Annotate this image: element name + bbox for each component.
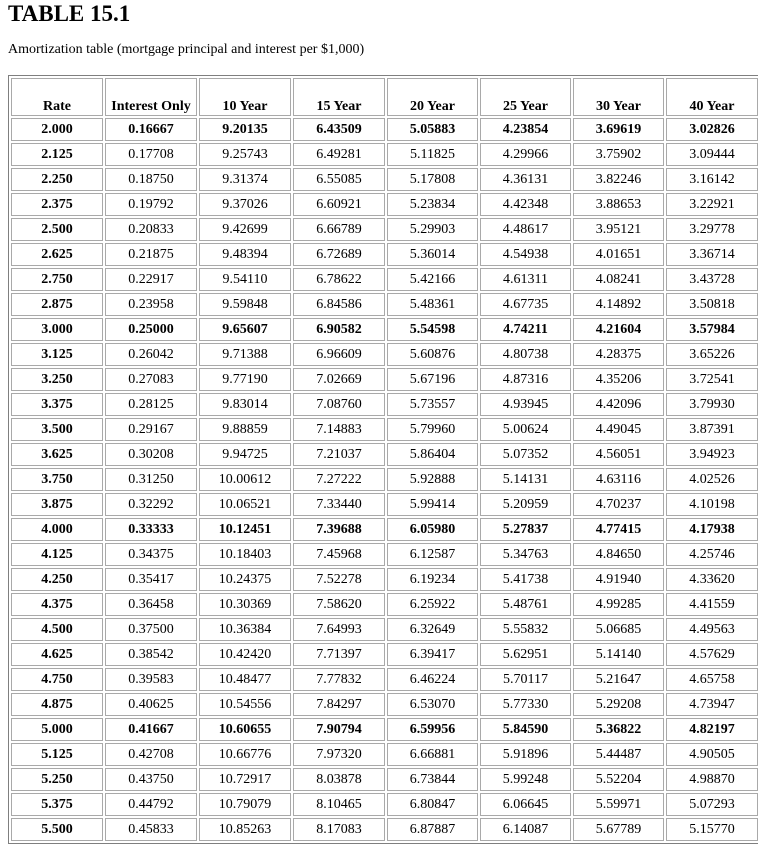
table-cell: 4.28375 bbox=[573, 343, 664, 366]
table-cell: 6.60921 bbox=[293, 193, 385, 216]
table-row bbox=[11, 293, 758, 316]
table-row bbox=[11, 118, 758, 141]
table-cell: 3.36714 bbox=[666, 243, 758, 266]
table-cell: 0.30208 bbox=[105, 443, 197, 466]
table-cell: 5.05883 bbox=[387, 118, 478, 141]
table-cell: 5.14131 bbox=[480, 468, 571, 491]
column-header: 30 Year bbox=[573, 78, 664, 116]
table-cell: 0.22917 bbox=[105, 268, 197, 291]
table-cell: 9.59848 bbox=[199, 293, 291, 316]
table-cell: 0.44792 bbox=[105, 793, 197, 816]
table-cell: 6.66881 bbox=[387, 743, 478, 766]
table-cell: 5.92888 bbox=[387, 468, 478, 491]
table-cell: 3.87391 bbox=[666, 418, 758, 441]
table-cell: 7.64993 bbox=[293, 618, 385, 641]
table-row bbox=[11, 693, 758, 716]
table-cell: 6.14087 bbox=[480, 818, 571, 841]
table-caption: Amortization table (mortgage principal and interest per $1,000) bbox=[8, 42, 365, 57]
table-cell: 3.69619 bbox=[573, 118, 664, 141]
table-cell: 5.34763 bbox=[480, 543, 571, 566]
table-cell: 4.48617 bbox=[480, 218, 571, 241]
table-cell: 0.18750 bbox=[105, 168, 197, 191]
table-cell: 4.49045 bbox=[573, 418, 664, 441]
amortization-table-container bbox=[8, 75, 758, 844]
table-cell: 9.25743 bbox=[199, 143, 291, 166]
table-cell: 5.84590 bbox=[480, 718, 571, 741]
table-cell: 0.39583 bbox=[105, 668, 197, 691]
table-cell: 3.88653 bbox=[573, 193, 664, 216]
table-row bbox=[11, 493, 758, 516]
table-cell: 5.99414 bbox=[387, 493, 478, 516]
table-row bbox=[11, 718, 758, 741]
table-cell: 7.27222 bbox=[293, 468, 385, 491]
table-cell: 5.07293 bbox=[666, 793, 758, 816]
table-cell: 4.93945 bbox=[480, 393, 571, 416]
table-cell: 5.11825 bbox=[387, 143, 478, 166]
table-cell: 0.36458 bbox=[105, 593, 197, 616]
table-cell: 7.58620 bbox=[293, 593, 385, 616]
table-cell: 5.14140 bbox=[573, 643, 664, 666]
rate-cell: 2.625 bbox=[11, 243, 103, 266]
table-cell: 6.80847 bbox=[387, 793, 478, 816]
table-cell: 4.82197 bbox=[666, 718, 758, 741]
table-cell: 5.73557 bbox=[387, 393, 478, 416]
table-cell: 4.91940 bbox=[573, 568, 664, 591]
table-cell: 5.48361 bbox=[387, 293, 478, 316]
table-row bbox=[11, 243, 758, 266]
rate-cell: 2.375 bbox=[11, 193, 103, 216]
table-cell: 5.21647 bbox=[573, 668, 664, 691]
table-cell: 10.54556 bbox=[199, 693, 291, 716]
table-row bbox=[11, 593, 758, 616]
table-cell: 6.46224 bbox=[387, 668, 478, 691]
table-cell: 4.98870 bbox=[666, 768, 758, 791]
table-cell: 5.60876 bbox=[387, 343, 478, 366]
rate-cell: 5.500 bbox=[11, 818, 103, 841]
table-cell: 5.79960 bbox=[387, 418, 478, 441]
column-header: 10 Year bbox=[199, 78, 291, 116]
table-cell: 4.41559 bbox=[666, 593, 758, 616]
column-header: Rate bbox=[11, 78, 103, 116]
rate-cell: 4.750 bbox=[11, 668, 103, 691]
table-cell: 0.23958 bbox=[105, 293, 197, 316]
table-cell: 6.87887 bbox=[387, 818, 478, 841]
table-cell: 4.25746 bbox=[666, 543, 758, 566]
rate-cell: 3.250 bbox=[11, 368, 103, 391]
table-cell: 4.65758 bbox=[666, 668, 758, 691]
table-cell: 6.06645 bbox=[480, 793, 571, 816]
table-cell: 5.29208 bbox=[573, 693, 664, 716]
table-row bbox=[11, 793, 758, 816]
table-cell: 5.23834 bbox=[387, 193, 478, 216]
table-cell: 9.65607 bbox=[199, 318, 291, 341]
table-cell: 5.86404 bbox=[387, 443, 478, 466]
table-row bbox=[11, 768, 758, 791]
table-cell: 8.17083 bbox=[293, 818, 385, 841]
table-cell: 7.21037 bbox=[293, 443, 385, 466]
table-cell: 4.02526 bbox=[666, 468, 758, 491]
table-cell: 10.18403 bbox=[199, 543, 291, 566]
table-cell: 5.44487 bbox=[573, 743, 664, 766]
table-cell: 9.20135 bbox=[199, 118, 291, 141]
table-header-row bbox=[11, 78, 758, 116]
table-cell: 10.06521 bbox=[199, 493, 291, 516]
table-cell: 10.85263 bbox=[199, 818, 291, 841]
table-cell: 0.17708 bbox=[105, 143, 197, 166]
table-cell: 5.54598 bbox=[387, 318, 478, 341]
column-header: 20 Year bbox=[387, 78, 478, 116]
rate-cell: 3.875 bbox=[11, 493, 103, 516]
column-header: 40 Year bbox=[666, 78, 758, 116]
table-cell: 3.02826 bbox=[666, 118, 758, 141]
table-cell: 3.22921 bbox=[666, 193, 758, 216]
table-cell: 5.99248 bbox=[480, 768, 571, 791]
table-cell: 0.43750 bbox=[105, 768, 197, 791]
table-cell: 9.88859 bbox=[199, 418, 291, 441]
table-cell: 0.29167 bbox=[105, 418, 197, 441]
rate-cell: 3.000 bbox=[11, 318, 103, 341]
amortization-table bbox=[8, 75, 758, 844]
table-cell: 6.19234 bbox=[387, 568, 478, 591]
table-cell: 5.29903 bbox=[387, 218, 478, 241]
table-cell: 4.49563 bbox=[666, 618, 758, 641]
table-cell: 8.03878 bbox=[293, 768, 385, 791]
table-cell: 4.56051 bbox=[573, 443, 664, 466]
table-row bbox=[11, 818, 758, 841]
table-cell: 4.80738 bbox=[480, 343, 571, 366]
table-cell: 5.15770 bbox=[666, 818, 758, 841]
table-cell: 6.49281 bbox=[293, 143, 385, 166]
table-cell: 0.33333 bbox=[105, 518, 197, 541]
table-cell: 10.42420 bbox=[199, 643, 291, 666]
rate-cell: 3.750 bbox=[11, 468, 103, 491]
rate-cell: 5.375 bbox=[11, 793, 103, 816]
table-row bbox=[11, 568, 758, 591]
table-cell: 10.36384 bbox=[199, 618, 291, 641]
rate-cell: 4.250 bbox=[11, 568, 103, 591]
table-cell: 4.77415 bbox=[573, 518, 664, 541]
table-cell: 7.08760 bbox=[293, 393, 385, 416]
table-cell: 4.74211 bbox=[480, 318, 571, 341]
table-cell: 3.94923 bbox=[666, 443, 758, 466]
table-cell: 9.83014 bbox=[199, 393, 291, 416]
table-cell: 9.42699 bbox=[199, 218, 291, 241]
table-cell: 4.23854 bbox=[480, 118, 571, 141]
table-cell: 3.72541 bbox=[666, 368, 758, 391]
rate-cell: 5.250 bbox=[11, 768, 103, 791]
table-cell: 10.12451 bbox=[199, 518, 291, 541]
table-cell: 4.63116 bbox=[573, 468, 664, 491]
table-cell: 10.00612 bbox=[199, 468, 291, 491]
table-cell: 7.45968 bbox=[293, 543, 385, 566]
table-cell: 0.31250 bbox=[105, 468, 197, 491]
table-cell: 9.71388 bbox=[199, 343, 291, 366]
rate-cell: 2.250 bbox=[11, 168, 103, 191]
table-cell: 4.67735 bbox=[480, 293, 571, 316]
table-cell: 10.24375 bbox=[199, 568, 291, 591]
table-cell: 6.12587 bbox=[387, 543, 478, 566]
table-row bbox=[11, 443, 758, 466]
table-cell: 3.79930 bbox=[666, 393, 758, 416]
table-cell: 4.61311 bbox=[480, 268, 571, 291]
table-cell: 5.48761 bbox=[480, 593, 571, 616]
table-row bbox=[11, 518, 758, 541]
table-cell: 6.73844 bbox=[387, 768, 478, 791]
table-cell: 0.20833 bbox=[105, 218, 197, 241]
table-cell: 3.95121 bbox=[573, 218, 664, 241]
table-cell: 5.06685 bbox=[573, 618, 664, 641]
table-cell: 10.66776 bbox=[199, 743, 291, 766]
table-cell: 5.77330 bbox=[480, 693, 571, 716]
table-cell: 5.42166 bbox=[387, 268, 478, 291]
table-cell: 6.39417 bbox=[387, 643, 478, 666]
table-cell: 4.29966 bbox=[480, 143, 571, 166]
table-cell: 3.29778 bbox=[666, 218, 758, 241]
table-cell: 0.41667 bbox=[105, 718, 197, 741]
table-cell: 4.14892 bbox=[573, 293, 664, 316]
table-cell: 3.82246 bbox=[573, 168, 664, 191]
table-cell: 6.05980 bbox=[387, 518, 478, 541]
column-header: Interest Only bbox=[105, 78, 197, 116]
rate-cell: 4.625 bbox=[11, 643, 103, 666]
table-cell: 5.59971 bbox=[573, 793, 664, 816]
table-cell: 10.30369 bbox=[199, 593, 291, 616]
table-cell: 5.36014 bbox=[387, 243, 478, 266]
table-cell: 4.73947 bbox=[666, 693, 758, 716]
table-row bbox=[11, 468, 758, 491]
table-cell: 5.00624 bbox=[480, 418, 571, 441]
table-cell: 4.99285 bbox=[573, 593, 664, 616]
table-cell: 10.60655 bbox=[199, 718, 291, 741]
table-cell: 0.38542 bbox=[105, 643, 197, 666]
table-cell: 10.72917 bbox=[199, 768, 291, 791]
table-cell: 7.52278 bbox=[293, 568, 385, 591]
table-row bbox=[11, 218, 758, 241]
table-cell: 0.45833 bbox=[105, 818, 197, 841]
table-cell: 0.37500 bbox=[105, 618, 197, 641]
table-row bbox=[11, 318, 758, 341]
rate-cell: 4.375 bbox=[11, 593, 103, 616]
table-cell: 5.67789 bbox=[573, 818, 664, 841]
table-cell: 7.84297 bbox=[293, 693, 385, 716]
table-cell: 7.77832 bbox=[293, 668, 385, 691]
table-row bbox=[11, 168, 758, 191]
table-cell: 3.09444 bbox=[666, 143, 758, 166]
table-row bbox=[11, 643, 758, 666]
table-row bbox=[11, 343, 758, 366]
table-row bbox=[11, 668, 758, 691]
table-cell: 9.77190 bbox=[199, 368, 291, 391]
table-cell: 0.19792 bbox=[105, 193, 197, 216]
table-cell: 5.62951 bbox=[480, 643, 571, 666]
table-cell: 4.35206 bbox=[573, 368, 664, 391]
rate-cell: 2.000 bbox=[11, 118, 103, 141]
table-cell: 3.16142 bbox=[666, 168, 758, 191]
table-cell: 3.57984 bbox=[666, 318, 758, 341]
table-cell: 6.72689 bbox=[293, 243, 385, 266]
table-cell: 4.17938 bbox=[666, 518, 758, 541]
table-cell: 0.35417 bbox=[105, 568, 197, 591]
table-cell: 3.65226 bbox=[666, 343, 758, 366]
table-row bbox=[11, 193, 758, 216]
table-cell: 5.07352 bbox=[480, 443, 571, 466]
table-row bbox=[11, 393, 758, 416]
table-cell: 3.50818 bbox=[666, 293, 758, 316]
column-header: 15 Year bbox=[293, 78, 385, 116]
table-cell: 4.33620 bbox=[666, 568, 758, 591]
table-cell: 6.55085 bbox=[293, 168, 385, 191]
rate-cell: 3.625 bbox=[11, 443, 103, 466]
rate-cell: 4.000 bbox=[11, 518, 103, 541]
table-cell: 5.67196 bbox=[387, 368, 478, 391]
table-cell: 5.17808 bbox=[387, 168, 478, 191]
table-cell: 4.54938 bbox=[480, 243, 571, 266]
table-cell: 7.90794 bbox=[293, 718, 385, 741]
table-cell: 0.21875 bbox=[105, 243, 197, 266]
table-cell: 5.55832 bbox=[480, 618, 571, 641]
table-cell: 6.66789 bbox=[293, 218, 385, 241]
table-cell: 6.43509 bbox=[293, 118, 385, 141]
table-cell: 0.32292 bbox=[105, 493, 197, 516]
table-cell: 5.41738 bbox=[480, 568, 571, 591]
table-cell: 6.84586 bbox=[293, 293, 385, 316]
rate-cell: 2.125 bbox=[11, 143, 103, 166]
table-cell: 4.42348 bbox=[480, 193, 571, 216]
table-cell: 4.84650 bbox=[573, 543, 664, 566]
table-cell: 0.42708 bbox=[105, 743, 197, 766]
table-cell: 5.70117 bbox=[480, 668, 571, 691]
table-cell: 5.20959 bbox=[480, 493, 571, 516]
table-cell: 6.32649 bbox=[387, 618, 478, 641]
table-cell: 7.97320 bbox=[293, 743, 385, 766]
table-title: TABLE 15.1 bbox=[8, 1, 131, 26]
table-cell: 7.14883 bbox=[293, 418, 385, 441]
table-cell: 7.33440 bbox=[293, 493, 385, 516]
table-cell: 8.10465 bbox=[293, 793, 385, 816]
rate-cell: 5.125 bbox=[11, 743, 103, 766]
table-cell: 4.87316 bbox=[480, 368, 571, 391]
table-row bbox=[11, 618, 758, 641]
table-cell: 4.21604 bbox=[573, 318, 664, 341]
table-cell: 4.36131 bbox=[480, 168, 571, 191]
table-row bbox=[11, 418, 758, 441]
table-row bbox=[11, 268, 758, 291]
table-cell: 10.79079 bbox=[199, 793, 291, 816]
table-cell: 5.91896 bbox=[480, 743, 571, 766]
table-cell: 4.70237 bbox=[573, 493, 664, 516]
table-cell: 3.75902 bbox=[573, 143, 664, 166]
table-cell: 6.53070 bbox=[387, 693, 478, 716]
table-cell: 4.90505 bbox=[666, 743, 758, 766]
table-cell: 9.48394 bbox=[199, 243, 291, 266]
table-cell: 4.08241 bbox=[573, 268, 664, 291]
table-cell: 0.40625 bbox=[105, 693, 197, 716]
table-cell: 5.36822 bbox=[573, 718, 664, 741]
table-cell: 0.26042 bbox=[105, 343, 197, 366]
table-row bbox=[11, 368, 758, 391]
table-cell: 9.54110 bbox=[199, 268, 291, 291]
rate-cell: 4.125 bbox=[11, 543, 103, 566]
table-cell: 7.02669 bbox=[293, 368, 385, 391]
table-row bbox=[11, 143, 758, 166]
rate-cell: 4.500 bbox=[11, 618, 103, 641]
rate-cell: 5.000 bbox=[11, 718, 103, 741]
table-cell: 7.71397 bbox=[293, 643, 385, 666]
column-header: 25 Year bbox=[480, 78, 571, 116]
rate-cell: 2.875 bbox=[11, 293, 103, 316]
rate-cell: 4.875 bbox=[11, 693, 103, 716]
table-cell: 3.43728 bbox=[666, 268, 758, 291]
table-row bbox=[11, 543, 758, 566]
table-cell: 10.48477 bbox=[199, 668, 291, 691]
table-cell: 0.34375 bbox=[105, 543, 197, 566]
table-cell: 0.28125 bbox=[105, 393, 197, 416]
rate-cell: 3.125 bbox=[11, 343, 103, 366]
table-cell: 4.01651 bbox=[573, 243, 664, 266]
table-cell: 6.90582 bbox=[293, 318, 385, 341]
table-cell: 4.57629 bbox=[666, 643, 758, 666]
table-cell: 7.39688 bbox=[293, 518, 385, 541]
table-cell: 0.25000 bbox=[105, 318, 197, 341]
table-row bbox=[11, 743, 758, 766]
table-cell: 6.96609 bbox=[293, 343, 385, 366]
table-cell: 9.94725 bbox=[199, 443, 291, 466]
rate-cell: 2.500 bbox=[11, 218, 103, 241]
table-cell: 0.16667 bbox=[105, 118, 197, 141]
rate-cell: 2.750 bbox=[11, 268, 103, 291]
table-cell: 0.27083 bbox=[105, 368, 197, 391]
table-cell: 6.78622 bbox=[293, 268, 385, 291]
rate-cell: 3.500 bbox=[11, 418, 103, 441]
table-cell: 4.42096 bbox=[573, 393, 664, 416]
rate-cell: 3.375 bbox=[11, 393, 103, 416]
table-cell: 5.52204 bbox=[573, 768, 664, 791]
table-cell: 6.59956 bbox=[387, 718, 478, 741]
table-cell: 9.31374 bbox=[199, 168, 291, 191]
table-cell: 5.27837 bbox=[480, 518, 571, 541]
table-cell: 9.37026 bbox=[199, 193, 291, 216]
table-cell: 6.25922 bbox=[387, 593, 478, 616]
table-body bbox=[11, 118, 758, 841]
table-cell: 4.10198 bbox=[666, 493, 758, 516]
